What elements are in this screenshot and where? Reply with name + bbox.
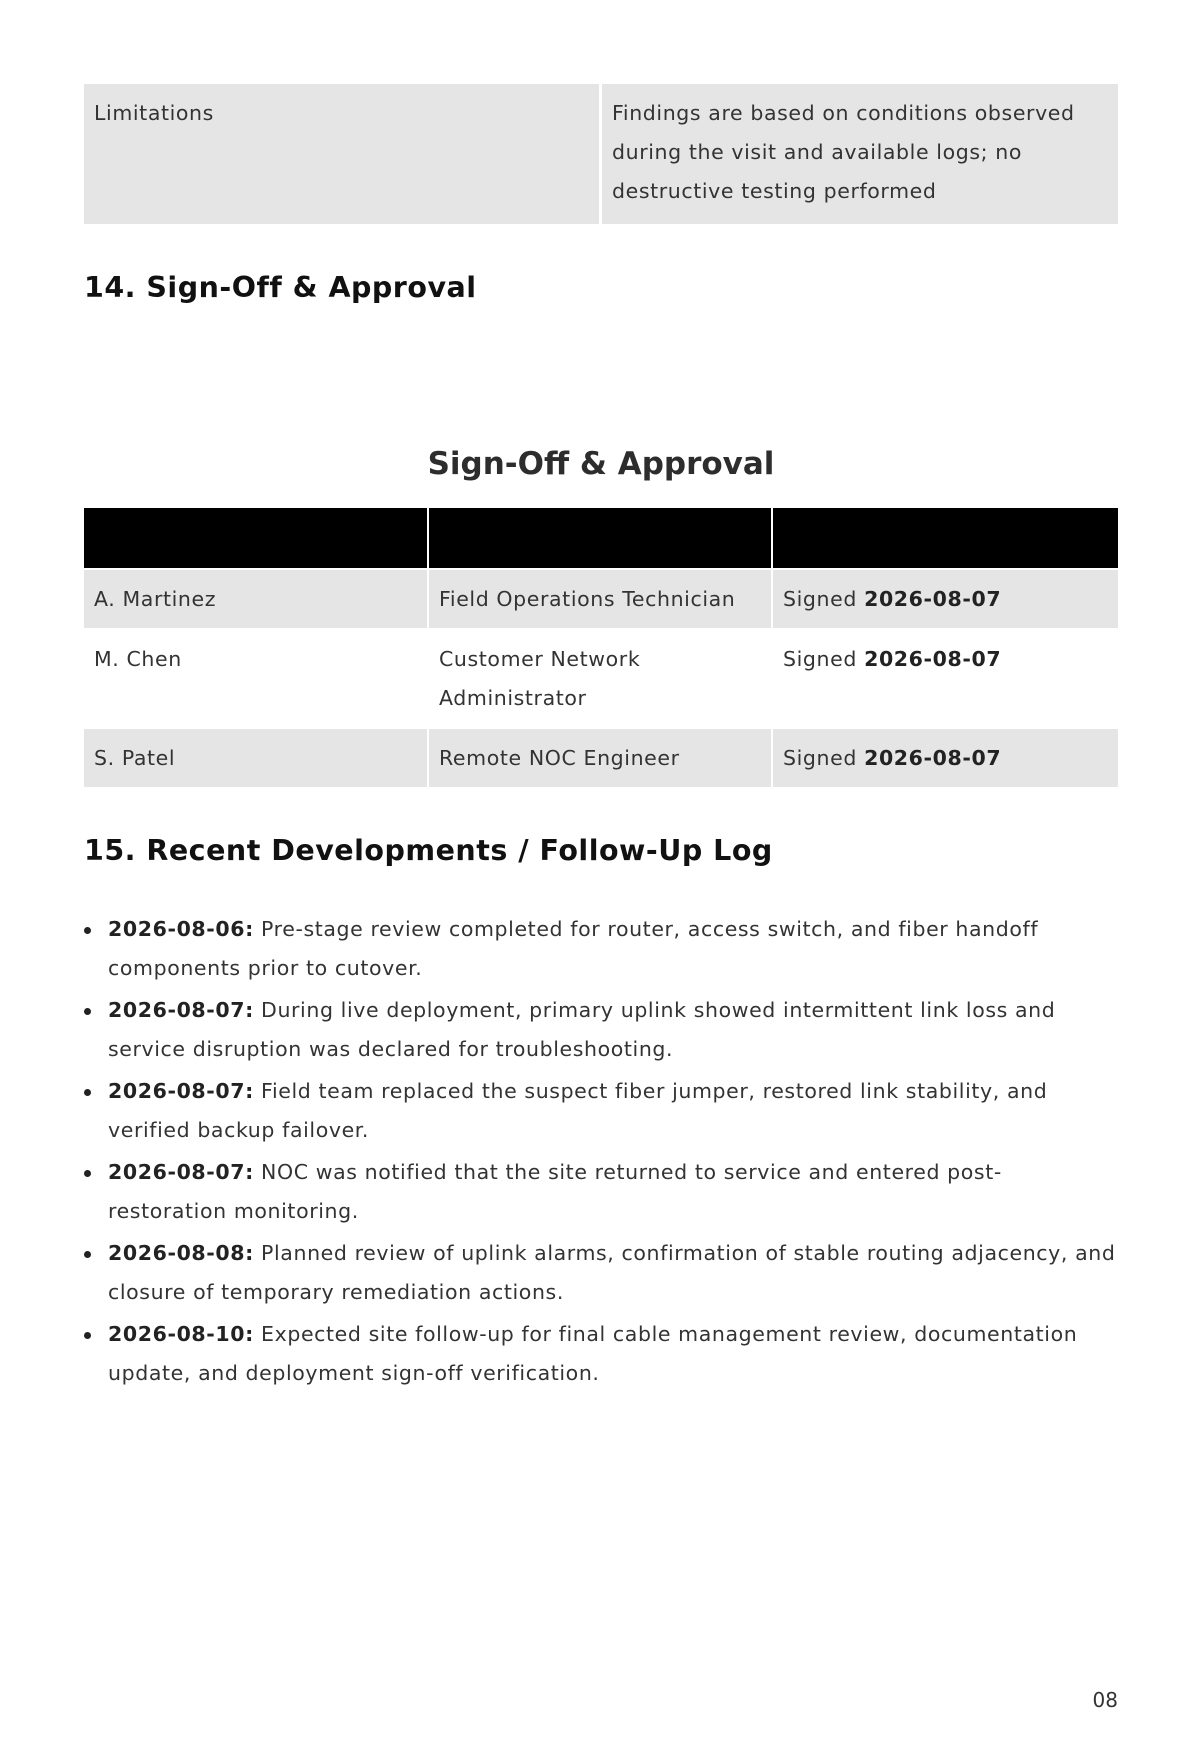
bullet-icon	[84, 1170, 91, 1177]
follow-up-log-list	[84, 910, 1118, 1396]
signoff-table-header	[84, 508, 1118, 569]
section-14-heading: 14. Sign-Off & Approval	[84, 271, 477, 304]
document-page	[84, 84, 1118, 1385]
signer-date: 2026-08-07	[864, 746, 1002, 770]
bullet-icon	[84, 1251, 91, 1258]
limitations-label: Limitations	[84, 84, 601, 224]
header-cell-name	[84, 508, 428, 569]
header-cell-role	[428, 508, 772, 569]
signer-name: A. Martinez	[84, 569, 428, 629]
signer-name: M. Chen	[84, 629, 428, 728]
section-15-heading: 15. Recent Developments / Follow-Up Log	[84, 834, 773, 867]
signoff-table-title: Sign-Off & Approval	[427, 446, 775, 482]
bullet-icon	[84, 1332, 91, 1339]
signer-status-cell	[772, 728, 1118, 787]
signer-status: Signed	[783, 746, 857, 770]
header-cell-status	[772, 508, 1118, 569]
signer-status-cell	[772, 629, 1118, 728]
list-item	[84, 1234, 1118, 1312]
signer-name: S. Patel	[84, 728, 428, 787]
log-text: Field team replaced the suspect fiber jumper, restored link stability, and verified backup failover.	[108, 1079, 1048, 1142]
log-date: 2026-08-07:	[108, 1160, 254, 1184]
log-text: NOC was notified that the site returned to service and entered post-restoration monitoring.	[108, 1160, 1002, 1223]
table-row	[84, 728, 1118, 787]
page-number: 08	[1092, 1688, 1118, 1712]
list-item	[84, 1072, 1118, 1150]
log-date: 2026-08-06:	[108, 917, 254, 941]
signer-status: Signed	[783, 587, 857, 611]
bullet-icon	[84, 1089, 91, 1096]
log-date: 2026-08-08:	[108, 1241, 254, 1265]
bullet-icon	[84, 1008, 91, 1015]
list-item	[84, 1153, 1118, 1231]
signer-status-cell	[772, 569, 1118, 629]
list-item	[84, 1315, 1118, 1393]
log-date: 2026-08-07:	[108, 1079, 254, 1103]
list-item	[84, 910, 1118, 988]
log-text: Planned review of uplink alarms, confirmation of stable routing adjacency, and closure of temporary remediation actions.	[108, 1241, 1116, 1304]
signer-date: 2026-08-07	[864, 647, 1002, 671]
signer-date: 2026-08-07	[864, 587, 1002, 611]
signer-role: Field Operations Technician	[428, 569, 772, 629]
table-row	[84, 629, 1118, 728]
log-date: 2026-08-07:	[108, 998, 254, 1022]
limitations-row	[84, 84, 1118, 224]
log-text: Pre-stage review completed for router, access switch, and fiber handoff components prior to cutover.	[108, 917, 1039, 980]
signoff-table	[84, 508, 1118, 787]
log-date: 2026-08-10:	[108, 1322, 254, 1346]
signer-role: Remote NOC Engineer	[428, 728, 772, 787]
list-item	[84, 991, 1118, 1069]
limitations-table	[84, 84, 1118, 224]
signer-status: Signed	[783, 647, 857, 671]
bullet-icon	[84, 927, 91, 934]
signer-role: Customer Network Administrator	[428, 629, 772, 728]
table-row	[84, 569, 1118, 629]
log-text: Expected site follow-up for final cable management review, documentation update, and deployment sign-off verification.	[108, 1322, 1078, 1385]
log-text: During live deployment, primary uplink showed intermittent link loss and service disruption was declared for troubleshooting.	[108, 998, 1056, 1061]
limitations-text: Findings are based on conditions observed during the visit and available logs; no destructive testing performed	[601, 84, 1119, 224]
